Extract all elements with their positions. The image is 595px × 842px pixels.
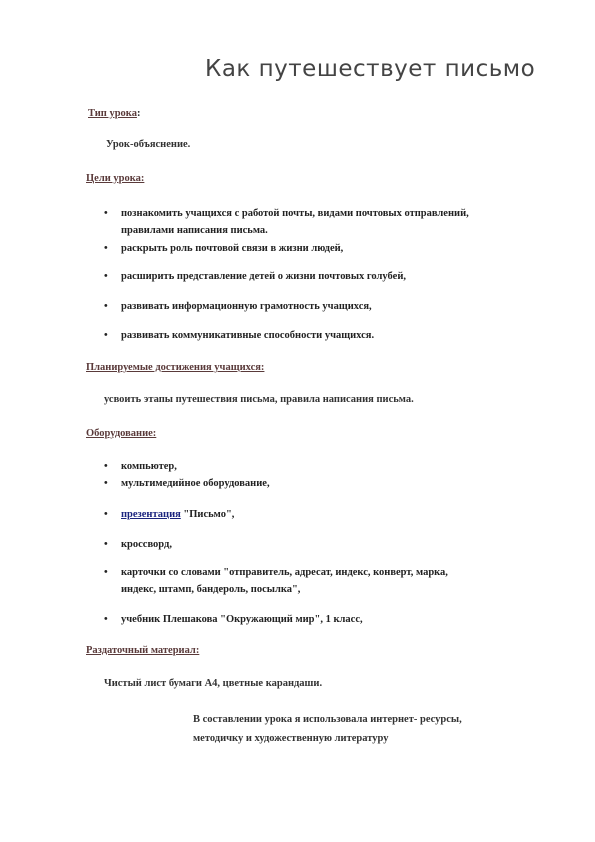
bullet-icon: • (104, 330, 108, 341)
list-item: • развивать коммуникативные способности учащихся. (104, 327, 374, 344)
equipment-list-4 (104, 564, 448, 598)
goals-list-3 (104, 268, 406, 285)
planned-label: Планируемые достижения учащихся: (86, 362, 265, 373)
list-item: • раскрыть роль почтовой связи в жизни людей, (104, 240, 343, 257)
author-note (193, 710, 462, 748)
bullet-icon: • (104, 271, 108, 282)
list-item: • мультимедийное оборудование, (104, 475, 270, 492)
goals-list (104, 205, 469, 239)
bullet-icon: • (104, 509, 108, 520)
lesson-type-label: Тип урока (88, 108, 137, 119)
lesson-type-heading (88, 108, 140, 119)
list-item: • компьютер, (104, 458, 270, 475)
list-item: • учебник Плешакова "Окружающий мир", 1 класс, (104, 611, 363, 628)
bullet-icon: • (104, 539, 108, 550)
list-item: • расширить представление детей о жизни почтовых голубей, (104, 268, 406, 285)
presentation-link[interactable]: презентация (121, 509, 181, 520)
page-title: Как путешествует письмо (205, 56, 536, 82)
bullet-icon: • (104, 243, 108, 254)
bullet-icon: • (104, 301, 108, 312)
planned-value: усвоить этапы путешествия письма, правила написания письма. (104, 394, 414, 405)
goals-list-5 (104, 327, 374, 344)
bullet-icon: • (104, 478, 108, 489)
handout-label: Раздаточный материал: (86, 645, 200, 656)
handout-value: Чистый лист бумаги А4, цветные карандаши. (104, 678, 323, 689)
author-note-line: В составлении урока я использовала интернет- ресурсы, (193, 714, 462, 725)
lesson-type-value: Урок-объяснение. (106, 139, 191, 150)
goals-list-2 (104, 240, 343, 257)
equipment-list-2 (104, 506, 234, 523)
equipment-list-3 (104, 536, 172, 553)
bullet-icon: • (104, 567, 108, 578)
goals-label: Цели урока: (86, 173, 145, 184)
bullet-icon: • (104, 461, 108, 472)
lesson-type-colon: : (136, 108, 141, 119)
equipment-list-5 (104, 611, 363, 628)
equipment-list (104, 458, 270, 492)
author-note-line: методичку и художественную литературу (193, 733, 389, 744)
list-item: • развивать информационную грамотность учащихся, (104, 298, 372, 315)
equipment-label: Оборудование: (86, 428, 157, 439)
goals-list-4 (104, 298, 372, 315)
list-item: • карточки со словами "отправитель, адресат, индекс, конверт, марка, индекс, штамп, бандероль, посылка", (104, 564, 448, 598)
list-item: • презентация "Письмо", (104, 506, 234, 523)
list-item: • познакомить учащихся с работой почты, видами почтовых отправлений, правилами написания письма. (104, 205, 469, 239)
bullet-icon: • (104, 208, 108, 219)
bullet-icon: • (104, 614, 108, 625)
list-item: • кроссворд, (104, 536, 172, 553)
